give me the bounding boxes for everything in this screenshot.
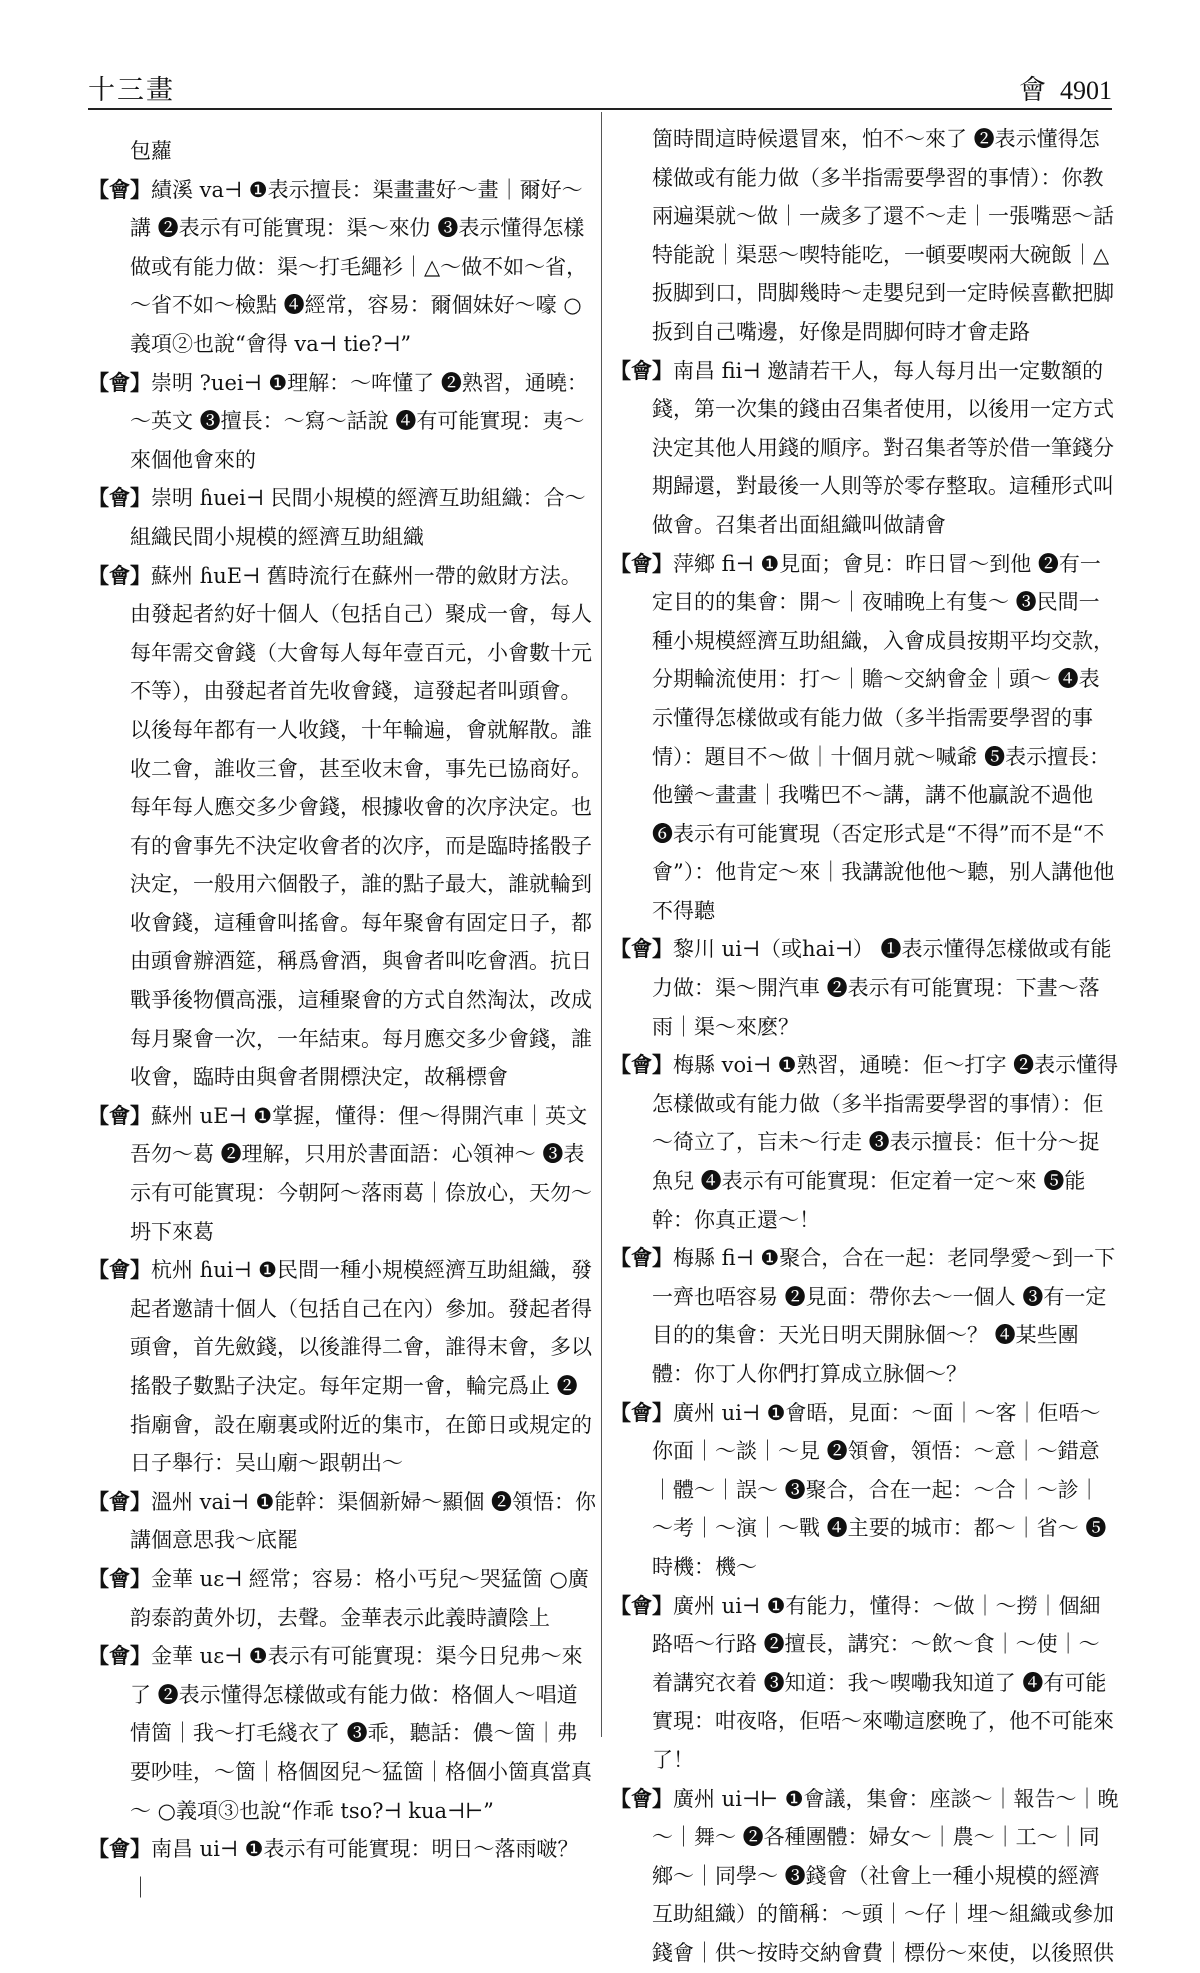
right-entries [610,352,1120,1973]
entry-headword: 【會】 [610,1245,673,1271]
header-rule [88,108,1112,110]
dictionary-entry [610,1046,1120,1239]
entry-text: 南昌 ui⊣ ❶表示有可能實現：明日～落雨啵？｜ [130,1837,579,1900]
entry-headword: 【會】 [610,1785,673,1811]
entry-text: 梅縣 fi⊣ ❶聚合，合在一起：老同學愛～到一下一齊也唔容易 ❷見面：帶你去～一個人 ❸有一定目的的集會：天光日明天開脉個～？ ❹某些團體：你丁人你們打算成立脉個～？ [652,1246,1116,1386]
entry-headword: 【會】 [88,1257,151,1283]
dictionary-entry [88,364,598,480]
dictionary-entry [610,1239,1120,1393]
entry-text: 溫州 vai⊣ ❶能幹：渠個新婦～顯個 ❷領悟：你講個意思我～底罷 [130,1489,597,1553]
right-continuation: 箇時間這時候還冒來，怕不～來了 ❷表示懂得怎樣做或有能力做（多半指需要學習的事情）：你教兩遍渠就～做｜一歲多了還不～走｜一張嘴惡～話特能說｜渠惡～喫特能吃，一頓要喫兩大碗飯｜△扳脚到口，問脚幾時～走嬰兒到一定時候喜歡把脚扳到自己嘴邊，好像是問脚何時才會走路 [652,127,1114,344]
right-column [610,120,1120,1973]
left-entries [88,171,598,1908]
dictionary-entry [88,1483,598,1560]
header-character: 會 [1019,75,1046,106]
entry-text: 萍鄉 fi⊣ ❶見面；會見：昨日冒～到他 ❷有一定目的的集會：開～｜夜晡晚上有隻～ ❸民間一種小規模經濟互助組織，入會成員按期平均交款，分期輪流使用：打～｜贍～交納會金｜頭～ ❹表示懂得怎樣做或有能力做（多半指需要學習的事情）：題目不～做｜十個月就～喊爺 ❺表示擅長：他蠻～畫畫｜我嘴巴不～講，講不他贏說不過他 ❻表示有可能實現（否定形式是“不得”而不是“不會”）：他肯定～來｜我講說他他～聽，别人講他他不得聽 [652,551,1115,923]
entry-headword: 【會】 [610,357,673,383]
page-header-right [1019,68,1112,107]
entry-text: 金華 uɛ⊣ ❶表示有可能實現：渠今日兒弗～來了 ❷表示懂得怎樣做或有能力做：格個人～唱道情箇｜我～打毛綫衣了 ❸乖，聽話：儂～箇｜弗要吵哇，～箇｜格個囡兒～猛箇｜格個小箇真當真～ ○義項③也說“作乖 tso?⊣ kua⊣⊢” [130,1644,592,1823]
entry-text: 蘇州 uE⊣ ❶掌握，懂得：俚～得開汽車｜英文吾勿～葛 ❷理解，只用於書面語：心領神～ ❸表示有可能實現：今朝阿～落雨葛｜倷放心，天勿～坍下來葛 [130,1103,592,1244]
entry-text: 南昌 fii⊣ 邀請若干人，每人每月出一定數額的錢，第一次集的錢由召集者使用，以後用一定方式決定其他人用錢的順序。對召集者等於借一筆錢分期歸還，對最後一人則等於零存整取。這種形式叫做會。召集者出面組織叫做請會 [652,358,1114,537]
entry-headword: 【會】 [88,369,151,395]
entry-text: 崇明 ɦuei⊣ 民間小規模的經濟互助組織：合～組織民間小規模的經濟互助組織 [130,486,586,549]
entry-headword: 【會】 [610,550,673,576]
dictionary-entry [88,171,598,364]
entry-text: 杭州 ɦui⊣ ❶民間一種小規模經濟互助組織，發起者邀請十個人（包括自己在內）參加。發起者得頭會，首先斂錢，以後誰得二會，誰得末會，多以搖骰子數點子決定。每年定期一會，輪完爲止 ❷指廟會，設在廟裏或附近的集市，在節日或規定的日子舉行：吴山廟～跟朝出～ [130,1258,592,1476]
entry-headword: 【會】 [88,1565,151,1591]
running-head [88,62,1112,106]
entry-headword: 【會】 [610,936,673,962]
entry-text: 廣州 ui⊣⊢ ❶會議，集會：座談～｜報告～｜晚～｜舞～ ❷各種團體：婦女～｜農～｜工～｜同鄉～｜同學～ ❸錢會（社會上一種小規模的經濟互助組織）的簡稱：～頭｜～仔｜埋～組織或參加錢會｜供～按時交納會費｜標份～來使，以後照供 [652,1786,1119,1965]
entry-headword: 【會】 [610,1592,673,1618]
entry-text: 金華 uɛ⊣ 經常；容易：格小丐兒～哭猛箇 ○廣韵泰韵黄外切，去聲。金華表示此義時讀陰上 [130,1566,589,1630]
entry-text: 黎川 ui⊣（或hai⊣） ❶表示懂得怎樣做或有能力做：渠～開汽車 ❷表示有可能實現：下晝～落雨｜渠～來麽？ [652,937,1112,1039]
entry-text: 崇明 ?uei⊣ ❶理解：～哖懂了 ❷熟習，通曉：～英文 ❸擅長：～寫～話說 ❹有可能實現：夷～來個他會來的 [130,370,588,472]
entry-headword: 【會】 [88,1488,151,1514]
dictionary-entry [88,1097,598,1251]
dictionary-entry [610,930,1120,1046]
left-continuation: 包蘿 [130,139,172,163]
entry-headword: 【會】 [88,176,151,202]
dictionary-entry [610,1587,1120,1780]
entry-headword: 【會】 [88,1836,151,1862]
dictionary-entry [610,352,1120,545]
column-divider [601,112,602,1737]
dictionary-entry [610,545,1120,931]
entry-text: 梅縣 voi⊣ ❶熟習，通曉：佢～打字 ❷表示懂得怎樣做或有能力做（多半指需要學習的事情）：佢～徛立了，吂未～行走 ❸表示擅長：佢十分～捉魚兒 ❹表示有可能實現：佢定着一定～來 ❺能幹：你真正還～！ [652,1053,1119,1232]
entry-text: 蘇州 ɦuE⊣ 舊時流行在蘇州一帶的斂財方法。由發起者約好十個人（包括自己）聚成一會，每人每年需交會錢（大會每人每年壹百元，小會數十元不等），由發起者首先收會錢，這發起者叫頭會。以後每年都有一人收錢，十年輪遍，會就解散。誰收二會，誰收三會，甚至收末會，事先已協商好。每年每人應交多少會錢，根據收會的次序決定。也有的會事先不決定收會者的次序，而是臨時搖骰子決定，一般用六個骰子，誰的點子最大，誰就輪到收會錢，這種會叫搖會。每年聚會有固定日子，都由頭會辦酒筵，稱爲會酒，與會者叫吃會酒。抗日戰爭後物價高漲，這種聚會的方式自然淘汰，改成每月聚會一次，一年結束。每月應交多少會錢，誰收會，臨時由與會者開標決定，故稱標會 [130,563,592,1090]
entry-headword: 【會】 [610,1399,673,1425]
dictionary-entry [88,1251,598,1483]
left-column [88,132,598,1907]
dictionary-entry [610,1780,1120,1973]
entry-text: 績溪 va⊣ ❶表示擅長：渠畫畫好～畫｜爾好～講 ❷表示有可能實現：渠～來仂 ❸表示懂得怎樣做或有能力做：渠～打毛繩衫｜△～做不如～省，～省不如～檢點 ❹經常，容易：爾個妹好～嚎 ○義項②也說“會得 va⊣ tie?⊣” [130,177,588,356]
dictionary-entry [88,1560,598,1637]
entry-headword: 【會】 [88,1102,151,1128]
dictionary-entry [88,479,598,556]
section-label: 十三畫 [88,75,175,106]
entry-text: 廣州 ui⊣ ❶有能力，懂得：～做｜～撈｜個細路唔～行路 ❷擅長，講究：～飲～食｜～使｜～着講究衣着 ❸知道：我～喫嘞我知道了 ❹有可能實現：咁夜咯，佢唔～來嘞這麽晚了，他不可能來了！ [652,1593,1114,1772]
entry-headword: 【會】 [610,1052,673,1078]
entry-headword: 【會】 [88,485,151,511]
entry-headword: 【會】 [88,1643,151,1669]
dictionary-entry [88,557,598,1097]
dictionary-entry [88,1637,598,1830]
dictionary-entry [610,1394,1120,1587]
page-number: 4901 [1060,76,1112,105]
entry-headword: 【會】 [88,562,151,588]
entry-text: 廣州 ui⊣ ❶會晤，見面：～面｜～客｜佢唔～你面｜～談｜～見 ❷領會，領悟：～意｜～錯意｜體～｜誤～ ❸聚合，合在一起：～合｜～診｜～考｜～演｜～戰 ❹主要的城市：都～｜省～ ❺時機：機～ [652,1400,1107,1579]
dictionary-entry [88,1830,598,1907]
